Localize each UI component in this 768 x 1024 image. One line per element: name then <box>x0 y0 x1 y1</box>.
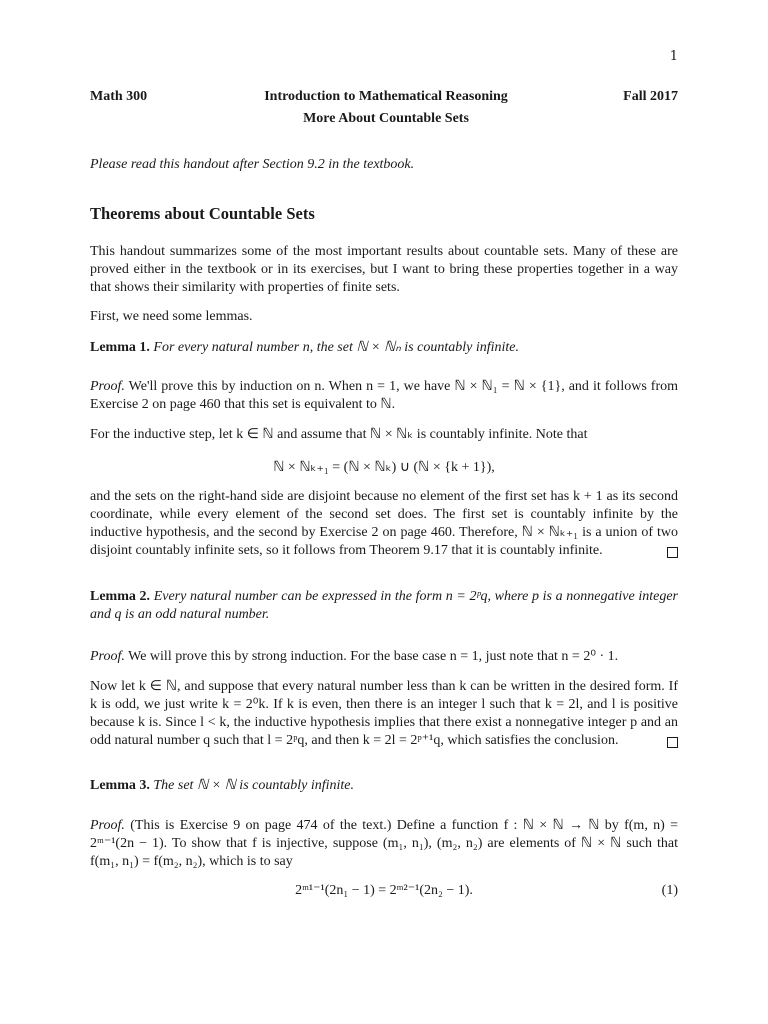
proof-2-label: Proof. <box>90 649 125 664</box>
handout-subtitle: More About Countable Sets <box>303 111 469 126</box>
proof-1-display-equation: ℕ × ℕₖ₊₁ = (ℕ × ℕₖ) ∪ (ℕ × {k + 1}), <box>273 460 495 475</box>
proof-1-text-3: and the sets on the right-hand side are disjoint because no element of the first set has k + 1 as its second coordinate, while every element of the second set does. The first set is countably infinite by the inductive hypothesis, and the second by Exercise 2 on page 460. Therefore, ℕ × ℕₖ₊₁ is a union of two disjoint countably infinite sets, so it follows from Theorem 9.17 that it is countably infinite. <box>90 489 678 558</box>
proof-2-text-2: Now let k ∈ ℕ, and suppose that every natural number less than k can be written in the desired form. If k is odd, we just write k = 2⁰k. If k is even, then there is an integer l such that k = 2l, and l is positive because k is. Since l < k, the inductive hypothesis implies that there exist a nonnegative integer p and an odd natural number q such that l = 2ᵖq, and then k = 2l = 2ᵖ⁺¹q, which satisfies the conclusion. <box>90 679 678 748</box>
reading-note: Please read this handout after Section 9.2 in the textbook. <box>90 157 415 172</box>
lemmas-intro: First, we need some lemmas. <box>90 309 253 324</box>
proof-1-para-1 <box>90 378 678 414</box>
proof-1-label: Proof. <box>90 379 125 394</box>
lemma-3-label: Lemma 3. <box>90 778 150 793</box>
proof-1-para-3 <box>90 488 678 560</box>
term: Fall 2017 <box>623 89 678 104</box>
lemma-2 <box>90 588 678 624</box>
proof-3-para-1 <box>90 817 678 871</box>
lemma-2-statement: Every natural number can be expressed in the form n = 2ᵖq, where p is a nonnegative integer and q is an odd natural number. <box>90 589 678 622</box>
proof-2-para-1 <box>90 648 678 666</box>
intro-paragraph: This handout summarizes some of the most important results about countable sets. Many of these are proved either in the textbook or in its exercises, but I want to bring these properties together in a way that shows their similarity with properties of finite sets. <box>90 244 678 295</box>
proof-3-text-1: (This is Exercise 9 on page 474 of the text.) Define a function f : ℕ × ℕ → ℕ by f(m, n) = 2ᵐ⁻¹(2n − 1). To show that f is injective, suppose (m₁, n₁), (m₂, n₂) are elements of ℕ × ℕ such that f(m₁, n₁) = f(m₂, n₂), which is to say <box>90 818 678 869</box>
proof-2-para-2 <box>90 678 678 750</box>
lemma-3 <box>90 777 678 795</box>
page-number: 1 <box>669 49 678 64</box>
proof-3-label: Proof. <box>90 818 125 833</box>
course-title: Introduction to Mathematical Reasoning <box>264 89 508 104</box>
lemma-2-label: Lemma 2. <box>90 589 151 604</box>
course-code: Math 300 <box>90 89 148 104</box>
qed-symbol-1 <box>667 547 678 558</box>
lemma-1-label: Lemma 1. <box>90 340 150 355</box>
lemma-1-statement: For every natural number n, the set ℕ × ℕₙ is countably infinite. <box>153 340 520 355</box>
lemma-3-statement: The set ℕ × ℕ is countably infinite. <box>153 778 355 793</box>
equation-1-row <box>90 882 678 900</box>
proof-2-text-1: We will prove this by strong induction. For the base case n = 1, just note that n = 2⁰ · 1. <box>128 649 619 664</box>
lemma-1 <box>90 339 678 357</box>
equation-1: 2ᵐ¹⁻¹(2n₁ − 1) = 2ᵐ²⁻¹(2n₂ − 1). <box>295 883 473 898</box>
section-heading: Theorems about Countable Sets <box>90 204 315 223</box>
proof-1-text-1: We'll prove this by induction on n. When n = 1, we have ℕ × ℕ₁ = ℕ × {1}, and it follows from Exercise 2 on page 460 that this set is equivalent to ℕ. <box>90 379 679 412</box>
qed-symbol-2 <box>667 737 678 748</box>
equation-1-number: (1) <box>661 883 678 898</box>
proof-1-para-2: For the inductive step, let k ∈ ℕ and assume that ℕ × ℕₖ is countably infinite. Note that <box>90 427 588 442</box>
